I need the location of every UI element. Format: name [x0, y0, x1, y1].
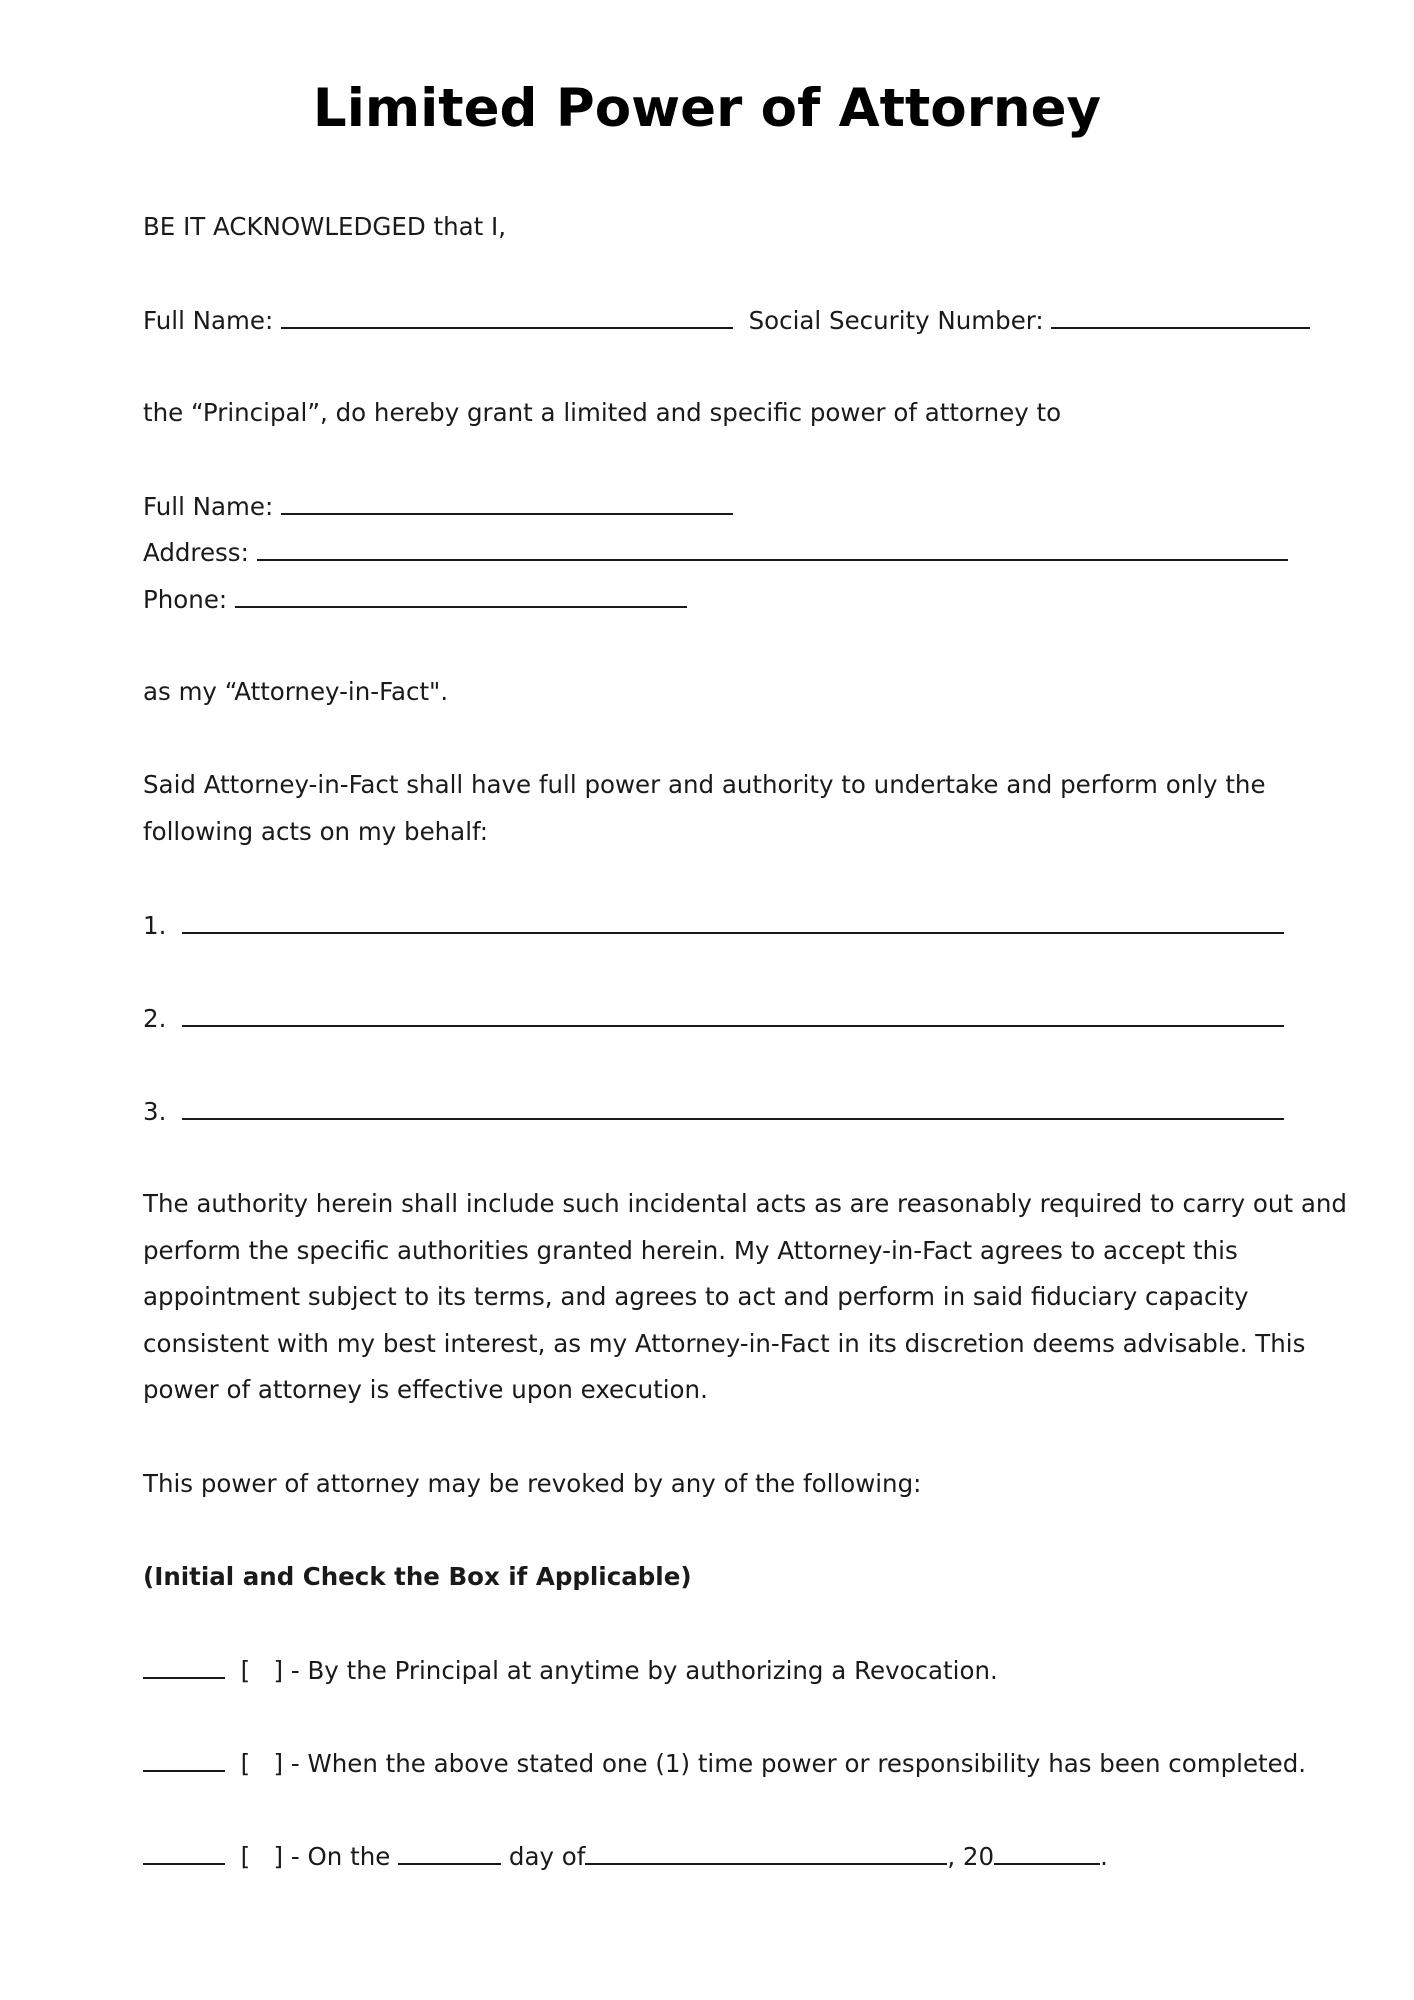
- agent-address-line: [143, 537, 1288, 568]
- year-field[interactable]: [994, 1841, 1100, 1865]
- act-number: 2.: [143, 1004, 167, 1033]
- initial-field-3[interactable]: [143, 1841, 225, 1865]
- authority-paragraph-line: The authority herein shall include such incidental acts as are reasonably required to carry out and: [143, 1189, 1347, 1218]
- agent-phone-line: [143, 584, 687, 615]
- initial-field-1[interactable]: [143, 1655, 225, 1679]
- powers-intro-line-2: following acts on my behalf:: [143, 817, 489, 846]
- principal-ssn-label: Social Security Number:: [748, 306, 1044, 335]
- act-number: 1.: [143, 911, 167, 940]
- act-field-1[interactable]: [182, 910, 1284, 934]
- revocation-option-text: - When the above stated one (1) time power or responsibility has been completed.: [290, 1749, 1307, 1778]
- powers-intro-line-1: Said Attorney-in-Fact shall have full power and authority to undertake and perform only the: [143, 770, 1266, 799]
- checkbox-3[interactable]: [ ]: [240, 1842, 284, 1871]
- principal-ssn-field[interactable]: [1051, 305, 1310, 329]
- checkbox-1[interactable]: [ ]: [240, 1656, 284, 1685]
- document-title: Limited Power of Attorney: [312, 78, 1102, 139]
- act-line-1: [143, 910, 1284, 941]
- revocation-option-3: [143, 1841, 1108, 1872]
- authority-paragraph-line: consistent with my best interest, as my Attorney-in-Fact in its discretion deems advisable. This: [143, 1329, 1306, 1358]
- revocation-intro: This power of attorney may be revoked by any of the following:: [143, 1469, 922, 1498]
- day-of-text: day of: [508, 1842, 586, 1871]
- year-prefix: , 20: [947, 1842, 995, 1871]
- agent-full-name-field[interactable]: [281, 491, 733, 515]
- month-field[interactable]: [585, 1841, 947, 1865]
- agent-address-field[interactable]: [257, 537, 1288, 561]
- grant-text: the “Principal”, do hereby grant a limited and specific power of attorney to: [143, 398, 1062, 427]
- act-field-3[interactable]: [182, 1096, 1284, 1120]
- initial-field-2[interactable]: [143, 1748, 225, 1772]
- agent-address-label: Address:: [143, 538, 249, 567]
- principal-full-name-field[interactable]: [281, 305, 733, 329]
- checkbox-2[interactable]: [ ]: [240, 1749, 284, 1778]
- date-option-prefix: - On the: [290, 1842, 391, 1871]
- agent-full-name-line: [143, 491, 733, 522]
- principal-line: [143, 305, 1310, 336]
- revocation-option-2: [143, 1748, 1306, 1779]
- agent-full-name-label: Full Name:: [143, 492, 274, 521]
- authority-paragraph-line: perform the specific authorities granted herein. My Attorney-in-Fact agrees to accept this: [143, 1236, 1238, 1265]
- authority-paragraph-line: appointment subject to its terms, and agrees to act and perform in said fiduciary capacity: [143, 1282, 1249, 1311]
- act-field-2[interactable]: [182, 1003, 1284, 1027]
- authority-paragraph-line: power of attorney is effective upon execution.: [143, 1375, 708, 1404]
- attorney-in-fact-text: as my “Attorney-in-Fact".: [143, 677, 449, 706]
- initial-instruction: (Initial and Check the Box if Applicable): [143, 1562, 692, 1591]
- agent-phone-field[interactable]: [235, 584, 687, 608]
- principal-full-name-label: Full Name:: [143, 306, 274, 335]
- revocation-option-1: [143, 1655, 998, 1686]
- act-number: 3.: [143, 1097, 167, 1126]
- acknowledgement-text: BE IT ACKNOWLEDGED that I,: [143, 212, 507, 241]
- agent-phone-label: Phone:: [143, 585, 228, 614]
- act-line-2: [143, 1003, 1284, 1034]
- date-period: .: [1100, 1842, 1108, 1871]
- revocation-option-text: - By the Principal at anytime by authorizing a Revocation.: [290, 1656, 998, 1685]
- day-field[interactable]: [398, 1841, 501, 1865]
- act-line-3: [143, 1096, 1284, 1127]
